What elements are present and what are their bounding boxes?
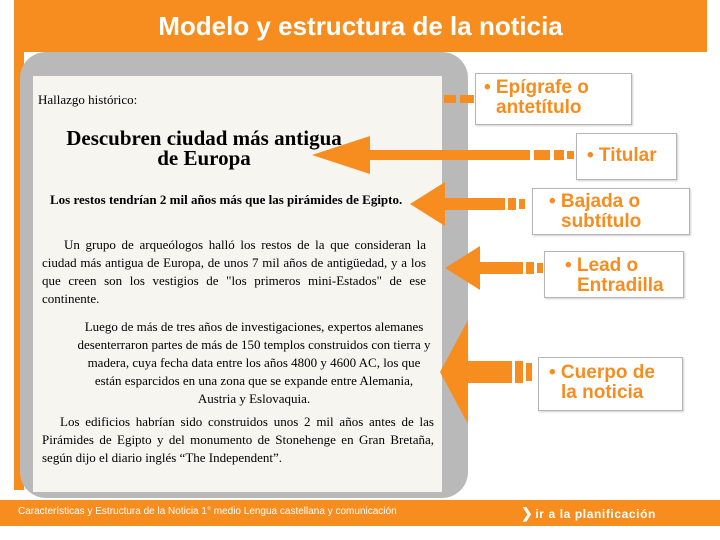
lead-arrow-icon	[445, 246, 543, 290]
label-bajada	[532, 188, 690, 235]
article-body-paragraph: Los edificios habrían sido construidos unos 2 mil años antes de las Pirámides de Egipto y del monumento de Stonehenge en Gran Bretaña, según dijo el diario inglés “The Independent”.	[42, 414, 434, 465]
article-body-paragraph: Luego de más de tres años de investigaciones, expertos alemanes desenterraron partes de más de 150 templos construidos con tierra y madera, cuya fecha data entre los años 4800 y 4600 AC, los que están esparcidos en una zona que se expande entre Alemania, Austria y Eslovaquia.	[77, 319, 431, 406]
footer-caption: Características y Estructura de la Noticia 1° medio Lengua castellana y comunicación	[18, 506, 397, 517]
label-titular-text: • Titular	[587, 145, 657, 166]
chevron-right-icon: ❯	[521, 505, 534, 521]
label-bajada-line2: subtítulo	[561, 211, 642, 232]
article-lead: Un grupo de arqueólogos halló los restos de la que consideran la ciudad más antigua de Europa, de unos 7 mil años de antigüedad, y a los que creen son los vestigios de "los primeros mini-Estados" de ese continente.	[42, 237, 426, 306]
label-lead	[544, 251, 684, 298]
article-kicker: Hallazgo histórico:	[38, 92, 138, 107]
cuerpo-arrow-icon	[440, 320, 532, 424]
label-epigrafe-line1: • Epígrafe o	[484, 77, 589, 98]
planificacion-link[interactable]	[521, 505, 656, 522]
label-bajada-line1: • Bajada o	[549, 191, 641, 212]
label-lead-line2: Entradilla	[577, 275, 664, 296]
label-cuerpo-line1: • Cuerpo de	[549, 362, 655, 383]
label-epigrafe	[475, 73, 632, 125]
titular-arrow-icon	[312, 136, 574, 174]
article-deck: Los restos tendrían 2 mil años más que las pirámides de Egipto.	[50, 192, 403, 207]
planificacion-link-label: ir a la planificación	[535, 507, 656, 521]
label-cuerpo	[538, 357, 683, 411]
slide-footer	[0, 500, 720, 526]
epigrafe-connector	[444, 95, 474, 103]
label-cuerpo-line2: la noticia	[561, 382, 644, 403]
label-lead-line1: • Lead o	[565, 255, 639, 276]
label-epigrafe-line2: antetítulo	[496, 97, 582, 118]
bajada-arrow-icon	[410, 182, 525, 226]
slide-title: Modelo y estructura de la noticia	[158, 11, 563, 41]
article-headline: Descubren ciudad más antigua de Europa	[66, 126, 342, 170]
label-titular	[576, 133, 677, 180]
